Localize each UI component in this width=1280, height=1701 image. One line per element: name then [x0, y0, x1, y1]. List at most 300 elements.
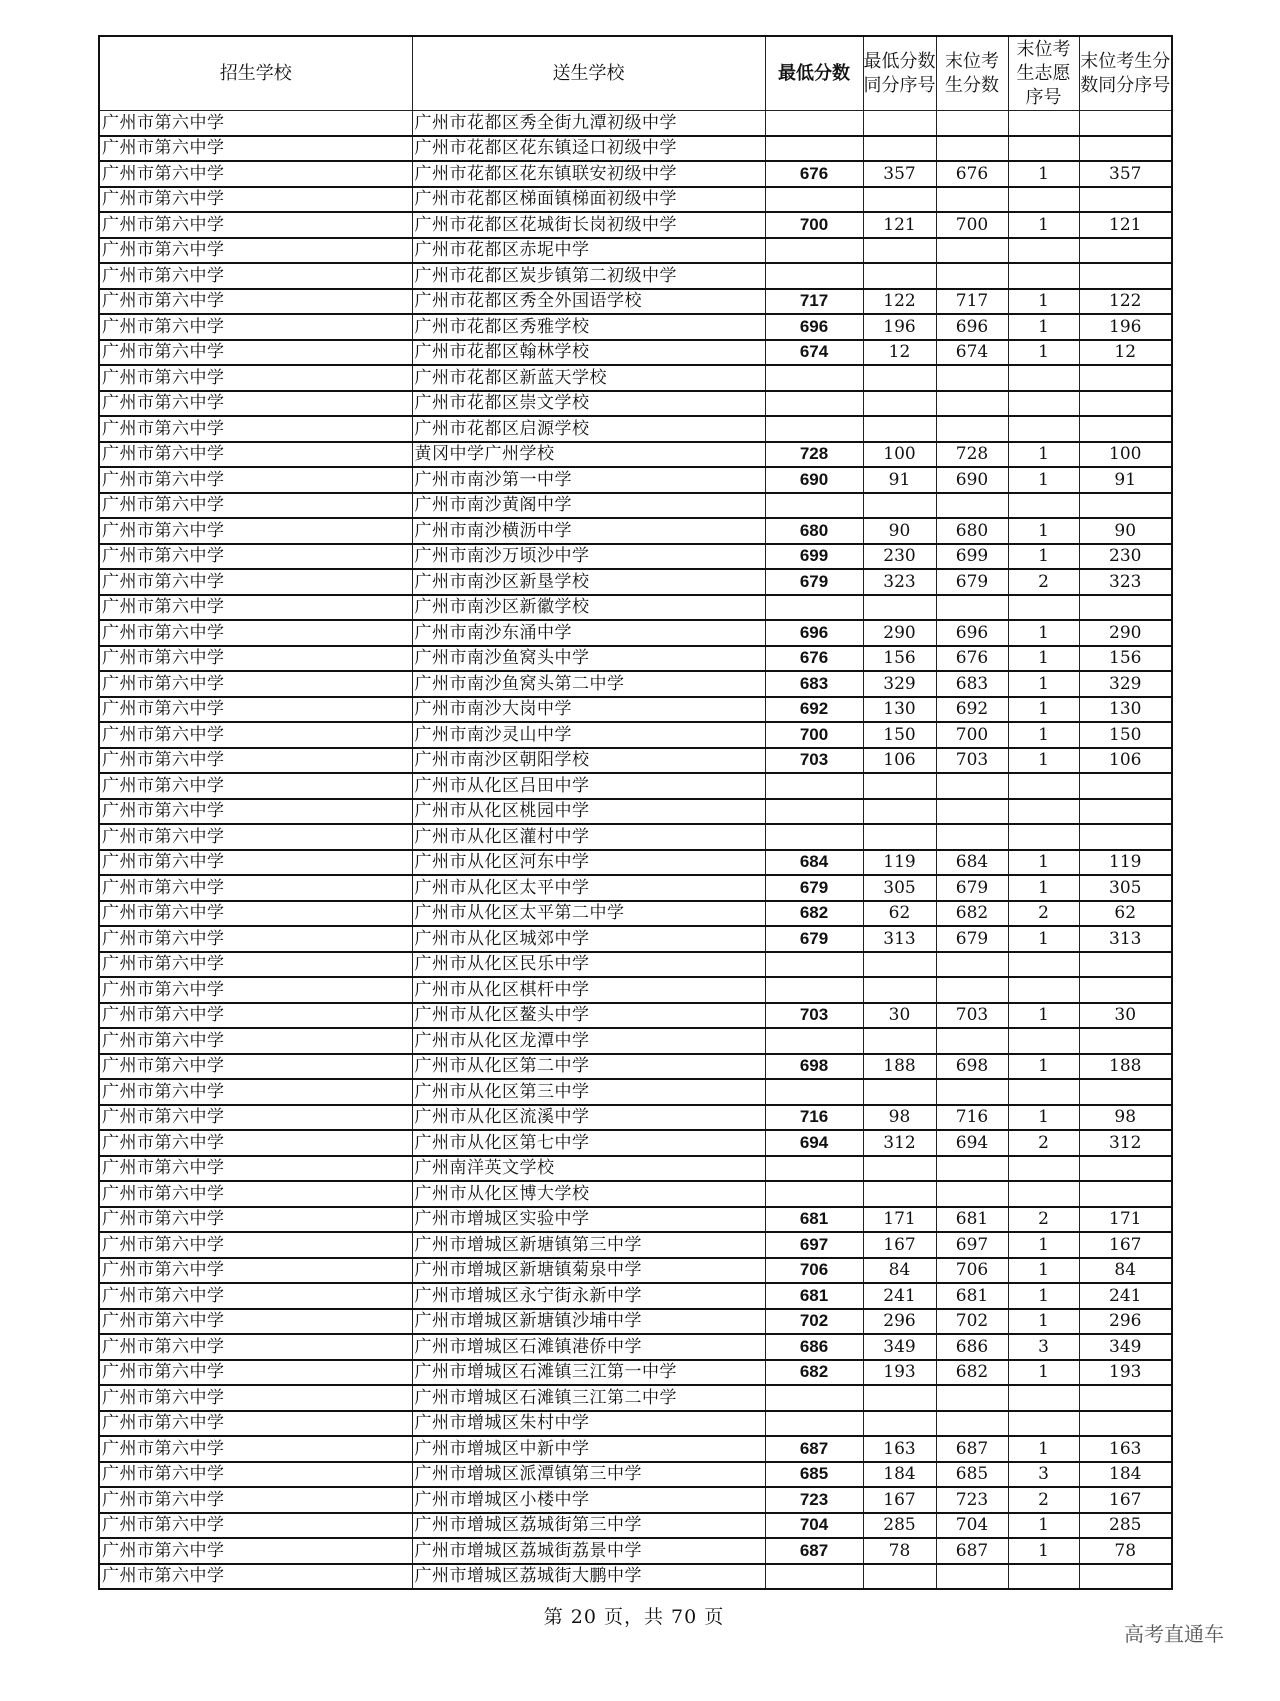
header-last-score: 末位考生分数 — [936, 36, 1008, 111]
last-choice-no-cell — [1008, 773, 1079, 799]
table-row — [99, 901, 1172, 927]
min-score-rank-cell: 285 — [863, 1513, 936, 1539]
min-score-rank-cell — [863, 187, 936, 213]
sending-school-cell: 广州市增城区派潭镇第三中学 — [412, 1462, 765, 1488]
sending-school-cell: 广州市增城区新塘镇沙埔中学 — [412, 1309, 765, 1335]
min-score-rank-cell — [863, 1411, 936, 1437]
min-score-cell: 682 — [765, 1360, 863, 1386]
recruit-school-cell: 广州市第六中学 — [99, 875, 412, 901]
last-choice-no-cell: 3 — [1008, 1334, 1079, 1360]
last-choice-no-cell: 1 — [1008, 671, 1079, 697]
sending-school-cell: 广州市增城区石滩镇三江第二中学 — [412, 1385, 765, 1411]
last-score-rank-cell: 98 — [1079, 1105, 1172, 1131]
last-choice-no-cell: 2 — [1008, 1487, 1079, 1513]
last-score-cell — [936, 263, 1008, 289]
table-row — [99, 569, 1172, 595]
last-score-cell: 716 — [936, 1105, 1008, 1131]
last-choice-no-cell: 1 — [1008, 161, 1079, 187]
min-score-rank-cell — [863, 773, 936, 799]
last-score-rank-cell: 106 — [1079, 748, 1172, 774]
recruit-school-cell: 广州市第六中学 — [99, 952, 412, 978]
sending-school-cell: 广州市增城区永宁街永新中学 — [412, 1283, 765, 1309]
header-last-choice-no: 末位考生志愿序号 — [1008, 36, 1079, 111]
table-row — [99, 1028, 1172, 1054]
sending-school-cell: 广州市南沙大岗中学 — [412, 697, 765, 723]
sending-school-cell: 广州市增城区石滩镇三江第一中学 — [412, 1360, 765, 1386]
recruit-school-cell: 广州市第六中学 — [99, 391, 412, 417]
last-choice-no-cell: 1 — [1008, 212, 1079, 238]
last-choice-no-cell: 1 — [1008, 544, 1079, 570]
table-row — [99, 1181, 1172, 1207]
min-score-cell: 698 — [765, 1054, 863, 1080]
recruit-school-cell: 广州市第六中学 — [99, 1436, 412, 1462]
min-score-rank-cell — [863, 595, 936, 621]
last-choice-no-cell — [1008, 1079, 1079, 1105]
last-score-rank-cell: 78 — [1079, 1538, 1172, 1564]
min-score-rank-cell: 305 — [863, 875, 936, 901]
min-score-cell — [765, 365, 863, 391]
sending-school-cell: 广州市花都区梯面镇梯面初级中学 — [412, 187, 765, 213]
min-score-rank-cell: 122 — [863, 289, 936, 315]
min-score-rank-cell — [863, 493, 936, 519]
last-choice-no-cell — [1008, 824, 1079, 850]
last-score-rank-cell: 30 — [1079, 1003, 1172, 1029]
last-choice-no-cell — [1008, 416, 1079, 442]
min-score-rank-cell — [863, 391, 936, 417]
table-row — [99, 263, 1172, 289]
min-score-rank-cell: 130 — [863, 697, 936, 723]
last-score-rank-cell — [1079, 136, 1172, 162]
last-score-rank-cell — [1079, 1028, 1172, 1054]
min-score-cell — [765, 977, 863, 1003]
last-choice-no-cell: 2 — [1008, 569, 1079, 595]
recruit-school-cell: 广州市第六中学 — [99, 187, 412, 213]
sending-school-cell: 广州市花都区秀全外国语学校 — [412, 289, 765, 315]
last-choice-no-cell — [1008, 1564, 1079, 1590]
min-score-rank-cell — [863, 1079, 936, 1105]
last-choice-no-cell: 1 — [1008, 1258, 1079, 1284]
min-score-rank-cell: 329 — [863, 671, 936, 697]
last-score-rank-cell: 100 — [1079, 442, 1172, 468]
min-score-rank-cell: 98 — [863, 1105, 936, 1131]
recruit-school-cell: 广州市第六中学 — [99, 1258, 412, 1284]
last-score-rank-cell — [1079, 773, 1172, 799]
table-row — [99, 442, 1172, 468]
min-score-cell: 699 — [765, 544, 863, 570]
min-score-rank-cell — [863, 824, 936, 850]
recruit-school-cell: 广州市第六中学 — [99, 595, 412, 621]
min-score-rank-cell: 323 — [863, 569, 936, 595]
min-score-cell: 703 — [765, 1003, 863, 1029]
min-score-cell: 687 — [765, 1436, 863, 1462]
min-score-cell: 692 — [765, 697, 863, 723]
min-score-cell: 679 — [765, 875, 863, 901]
last-choice-no-cell — [1008, 263, 1079, 289]
last-choice-no-cell: 1 — [1008, 646, 1079, 672]
sending-school-cell: 广州市南沙区朝阳学校 — [412, 748, 765, 774]
recruit-school-cell: 广州市第六中学 — [99, 467, 412, 493]
min-score-cell — [765, 1564, 863, 1590]
last-score-rank-cell: 122 — [1079, 289, 1172, 315]
table-row — [99, 467, 1172, 493]
recruit-school-cell: 广州市第六中学 — [99, 1513, 412, 1539]
min-score-rank-cell — [863, 416, 936, 442]
table-row — [99, 646, 1172, 672]
last-score-rank-cell: 290 — [1079, 620, 1172, 646]
last-score-rank-cell: 12 — [1079, 340, 1172, 366]
min-score-rank-cell: 90 — [863, 518, 936, 544]
table-row — [99, 952, 1172, 978]
last-score-rank-cell: 188 — [1079, 1054, 1172, 1080]
sending-school-cell: 广州市增城区荔城街第三中学 — [412, 1513, 765, 1539]
table-row — [99, 161, 1172, 187]
recruit-school-cell: 广州市第六中学 — [99, 977, 412, 1003]
min-score-cell: 702 — [765, 1309, 863, 1335]
sending-school-cell: 广州市增城区荔城街大鹏中学 — [412, 1564, 765, 1590]
recruit-school-cell: 广州市第六中学 — [99, 136, 412, 162]
min-score-rank-cell — [863, 1181, 936, 1207]
last-score-cell: 681 — [936, 1283, 1008, 1309]
header-row — [99, 36, 1172, 111]
recruit-school-cell: 广州市第六中学 — [99, 1054, 412, 1080]
last-score-cell: 687 — [936, 1436, 1008, 1462]
recruit-school-cell: 广州市第六中学 — [99, 340, 412, 366]
recruit-school-cell: 广州市第六中学 — [99, 1487, 412, 1513]
min-score-cell — [765, 391, 863, 417]
sending-school-cell: 广州市南沙鱼窝头第二中学 — [412, 671, 765, 697]
min-score-cell: 679 — [765, 926, 863, 952]
recruit-school-cell: 广州市第六中学 — [99, 1079, 412, 1105]
last-choice-no-cell: 1 — [1008, 875, 1079, 901]
min-score-cell: 676 — [765, 646, 863, 672]
min-score-rank-cell — [863, 799, 936, 825]
min-score-cell: 723 — [765, 1487, 863, 1513]
table-row — [99, 620, 1172, 646]
last-choice-no-cell: 2 — [1008, 901, 1079, 927]
page-number: 第 20 页，共 70 页 — [543, 1606, 725, 1628]
recruit-school-cell: 广州市第六中学 — [99, 1411, 412, 1437]
last-score-cell: 704 — [936, 1513, 1008, 1539]
min-score-rank-cell: 167 — [863, 1487, 936, 1513]
table-row — [99, 1513, 1172, 1539]
sending-school-cell: 广州市从化区流溪中学 — [412, 1105, 765, 1131]
min-score-cell: 681 — [765, 1207, 863, 1233]
last-score-rank-cell — [1079, 187, 1172, 213]
table-row — [99, 1564, 1172, 1590]
min-score-cell: 716 — [765, 1105, 863, 1131]
last-score-rank-cell — [1079, 1156, 1172, 1182]
table-row — [99, 824, 1172, 850]
sending-school-cell: 广州市南沙区新垦学校 — [412, 569, 765, 595]
last-score-cell: 676 — [936, 646, 1008, 672]
min-score-cell — [765, 595, 863, 621]
min-score-cell — [765, 1079, 863, 1105]
last-choice-no-cell — [1008, 1411, 1079, 1437]
header-min-score: 最低分数 — [765, 36, 863, 111]
table-row — [99, 518, 1172, 544]
last-score-rank-cell — [1079, 416, 1172, 442]
recruit-school-cell: 广州市第六中学 — [99, 569, 412, 595]
sending-school-cell: 广州市从化区第七中学 — [412, 1130, 765, 1156]
last-score-rank-cell: 296 — [1079, 1309, 1172, 1335]
last-score-cell: 683 — [936, 671, 1008, 697]
last-score-rank-cell: 167 — [1079, 1232, 1172, 1258]
admission-score-table — [98, 35, 1173, 1590]
table-row — [99, 1538, 1172, 1564]
last-choice-no-cell — [1008, 391, 1079, 417]
last-score-rank-cell: 121 — [1079, 212, 1172, 238]
sending-school-cell: 广州市增城区新塘镇菊泉中学 — [412, 1258, 765, 1284]
min-score-rank-cell: 91 — [863, 467, 936, 493]
sending-school-cell: 广州南洋英文学校 — [412, 1156, 765, 1182]
sending-school-cell: 广州市南沙黄阁中学 — [412, 493, 765, 519]
sending-school-cell: 广州市花都区启源学校 — [412, 416, 765, 442]
min-score-rank-cell: 171 — [863, 1207, 936, 1233]
last-score-rank-cell — [1079, 365, 1172, 391]
last-score-cell: 723 — [936, 1487, 1008, 1513]
min-score-cell: 686 — [765, 1334, 863, 1360]
min-score-cell — [765, 493, 863, 519]
min-score-cell: 687 — [765, 1538, 863, 1564]
sending-school-cell: 广州市南沙万顷沙中学 — [412, 544, 765, 570]
recruit-school-cell: 广州市第六中学 — [99, 1538, 412, 1564]
min-score-cell — [765, 238, 863, 264]
sending-school-cell: 广州市从化区太平中学 — [412, 875, 765, 901]
table-row — [99, 1054, 1172, 1080]
min-score-cell — [765, 1156, 863, 1182]
last-choice-no-cell: 1 — [1008, 1054, 1079, 1080]
recruit-school-cell: 广州市第六中学 — [99, 646, 412, 672]
last-score-cell — [936, 136, 1008, 162]
recruit-school-cell: 广州市第六中学 — [99, 1564, 412, 1590]
min-score-rank-cell: 357 — [863, 161, 936, 187]
header-last-score-rank: 末位考生分数同分序号 — [1079, 36, 1172, 111]
min-score-cell: 706 — [765, 1258, 863, 1284]
table-row — [99, 773, 1172, 799]
min-score-cell — [765, 1181, 863, 1207]
recruit-school-cell: 广州市第六中学 — [99, 161, 412, 187]
last-score-cell: 682 — [936, 1360, 1008, 1386]
last-score-rank-cell — [1079, 977, 1172, 1003]
min-score-cell: 696 — [765, 620, 863, 646]
recruit-school-cell: 广州市第六中学 — [99, 1028, 412, 1054]
sending-school-cell: 广州市花都区花东镇迳口初级中学 — [412, 136, 765, 162]
min-score-cell: 697 — [765, 1232, 863, 1258]
last-score-rank-cell: 241 — [1079, 1283, 1172, 1309]
last-score-cell: 694 — [936, 1130, 1008, 1156]
last-score-rank-cell: 156 — [1079, 646, 1172, 672]
last-choice-no-cell: 1 — [1008, 1360, 1079, 1386]
last-score-cell: 700 — [936, 212, 1008, 238]
last-score-rank-cell: 305 — [1079, 875, 1172, 901]
table-row — [99, 544, 1172, 570]
min-score-cell: 676 — [765, 161, 863, 187]
sending-school-cell: 广州市花都区崇文学校 — [412, 391, 765, 417]
last-score-rank-cell — [1079, 1411, 1172, 1437]
last-score-rank-cell: 323 — [1079, 569, 1172, 595]
last-score-cell: 676 — [936, 161, 1008, 187]
last-score-rank-cell: 91 — [1079, 467, 1172, 493]
last-score-rank-cell — [1079, 595, 1172, 621]
last-choice-no-cell: 1 — [1008, 697, 1079, 723]
last-choice-no-cell — [1008, 1385, 1079, 1411]
last-score-rank-cell: 150 — [1079, 722, 1172, 748]
last-score-cell: 687 — [936, 1538, 1008, 1564]
sending-school-cell: 广州市南沙鱼窝头中学 — [412, 646, 765, 672]
recruit-school-cell: 广州市第六中学 — [99, 544, 412, 570]
last-choice-no-cell: 1 — [1008, 1232, 1079, 1258]
last-score-cell — [936, 799, 1008, 825]
recruit-school-cell: 广州市第六中学 — [99, 238, 412, 264]
last-choice-no-cell — [1008, 799, 1079, 825]
last-choice-no-cell: 1 — [1008, 1003, 1079, 1029]
table-row — [99, 1462, 1172, 1488]
min-score-cell — [765, 111, 863, 136]
last-choice-no-cell: 1 — [1008, 1283, 1079, 1309]
min-score-rank-cell: 230 — [863, 544, 936, 570]
last-score-rank-cell — [1079, 1181, 1172, 1207]
last-choice-no-cell — [1008, 365, 1079, 391]
min-score-rank-cell: 193 — [863, 1360, 936, 1386]
sending-school-cell: 广州市从化区太平第二中学 — [412, 901, 765, 927]
recruit-school-cell: 广州市第六中学 — [99, 365, 412, 391]
last-score-cell: 692 — [936, 697, 1008, 723]
last-score-cell: 700 — [936, 722, 1008, 748]
sending-school-cell: 广州市南沙第一中学 — [412, 467, 765, 493]
last-choice-no-cell: 1 — [1008, 467, 1079, 493]
min-score-rank-cell — [863, 1564, 936, 1590]
last-score-rank-cell — [1079, 493, 1172, 519]
min-score-cell: 685 — [765, 1462, 863, 1488]
min-score-rank-cell: 296 — [863, 1309, 936, 1335]
sending-school-cell: 广州市从化区民乐中学 — [412, 952, 765, 978]
min-score-rank-cell: 188 — [863, 1054, 936, 1080]
last-score-rank-cell: 90 — [1079, 518, 1172, 544]
min-score-rank-cell — [863, 136, 936, 162]
last-choice-no-cell: 1 — [1008, 850, 1079, 876]
last-score-cell — [936, 1385, 1008, 1411]
min-score-cell — [765, 416, 863, 442]
last-score-cell — [936, 365, 1008, 391]
table-row — [99, 493, 1172, 519]
sending-school-cell: 广州市花都区翰林学校 — [412, 340, 765, 366]
sending-school-cell: 广州市花都区秀全街九潭初级中学 — [412, 111, 765, 136]
min-score-rank-cell: 106 — [863, 748, 936, 774]
recruit-school-cell: 广州市第六中学 — [99, 1130, 412, 1156]
table-row — [99, 875, 1172, 901]
table-row — [99, 187, 1172, 213]
last-choice-no-cell — [1008, 1156, 1079, 1182]
min-score-cell — [765, 952, 863, 978]
table-row — [99, 1283, 1172, 1309]
table-row — [99, 212, 1172, 238]
min-score-rank-cell: 156 — [863, 646, 936, 672]
min-score-cell: 681 — [765, 1283, 863, 1309]
last-choice-no-cell — [1008, 111, 1079, 136]
sending-school-cell: 广州市增城区朱村中学 — [412, 1411, 765, 1437]
min-score-rank-cell — [863, 952, 936, 978]
recruit-school-cell: 广州市第六中学 — [99, 212, 412, 238]
recruit-school-cell: 广州市第六中学 — [99, 926, 412, 952]
last-choice-no-cell — [1008, 952, 1079, 978]
recruit-school-cell: 广州市第六中学 — [99, 824, 412, 850]
table-row — [99, 1232, 1172, 1258]
table-row — [99, 1079, 1172, 1105]
table-row — [99, 365, 1172, 391]
table-row — [99, 1487, 1172, 1513]
table-row — [99, 289, 1172, 315]
recruit-school-cell: 广州市第六中学 — [99, 1462, 412, 1488]
recruit-school-cell: 广州市第六中学 — [99, 671, 412, 697]
sending-school-cell: 广州市花都区花东镇联安初级中学 — [412, 161, 765, 187]
min-score-rank-cell: 313 — [863, 926, 936, 952]
table-row — [99, 314, 1172, 340]
last-score-rank-cell: 329 — [1079, 671, 1172, 697]
last-choice-no-cell: 1 — [1008, 722, 1079, 748]
sending-school-cell: 广州市从化区博大学校 — [412, 1181, 765, 1207]
last-choice-no-cell: 1 — [1008, 1538, 1079, 1564]
min-score-rank-cell: 349 — [863, 1334, 936, 1360]
sending-school-cell: 广州市增城区荔城街荔景中学 — [412, 1538, 765, 1564]
last-choice-no-cell: 1 — [1008, 314, 1079, 340]
sending-school-cell: 广州市增城区新塘镇第三中学 — [412, 1232, 765, 1258]
last-score-cell — [936, 1564, 1008, 1590]
recruit-school-cell: 广州市第六中学 — [99, 1156, 412, 1182]
recruit-school-cell: 广州市第六中学 — [99, 1181, 412, 1207]
sending-school-cell: 广州市增城区小楼中学 — [412, 1487, 765, 1513]
min-score-rank-cell — [863, 1385, 936, 1411]
table-row — [99, 1258, 1172, 1284]
last-score-rank-cell — [1079, 1385, 1172, 1411]
table-row — [99, 136, 1172, 162]
min-score-cell: 700 — [765, 722, 863, 748]
table-row — [99, 238, 1172, 264]
sending-school-cell: 广州市南沙灵山中学 — [412, 722, 765, 748]
last-score-cell — [936, 824, 1008, 850]
min-score-cell: 679 — [765, 569, 863, 595]
last-score-rank-cell: 171 — [1079, 1207, 1172, 1233]
last-score-rank-cell: 193 — [1079, 1360, 1172, 1386]
recruit-school-cell: 广州市第六中学 — [99, 1283, 412, 1309]
recruit-school-cell: 广州市第六中学 — [99, 697, 412, 723]
last-score-rank-cell: 84 — [1079, 1258, 1172, 1284]
min-score-cell: 684 — [765, 850, 863, 876]
recruit-school-cell: 广州市第六中学 — [99, 850, 412, 876]
sending-school-cell: 广州市从化区棋杆中学 — [412, 977, 765, 1003]
table-row — [99, 1385, 1172, 1411]
last-score-cell: 681 — [936, 1207, 1008, 1233]
min-score-rank-cell — [863, 263, 936, 289]
recruit-school-cell: 广州市第六中学 — [99, 111, 412, 136]
last-score-rank-cell — [1079, 263, 1172, 289]
last-score-cell: 717 — [936, 289, 1008, 315]
last-score-cell — [936, 187, 1008, 213]
last-score-cell — [936, 111, 1008, 136]
last-choice-no-cell — [1008, 187, 1079, 213]
last-score-cell — [936, 416, 1008, 442]
min-score-cell: 703 — [765, 748, 863, 774]
watermark: 高考直通车 — [1124, 1622, 1224, 1646]
last-score-cell: 686 — [936, 1334, 1008, 1360]
sending-school-cell: 广州市从化区桃园中学 — [412, 799, 765, 825]
header-min-score-rank: 最低分数同分序号 — [863, 36, 936, 111]
recruit-school-cell: 广州市第六中学 — [99, 799, 412, 825]
last-choice-no-cell: 1 — [1008, 1436, 1079, 1462]
min-score-cell: 680 — [765, 518, 863, 544]
min-score-cell: 696 — [765, 314, 863, 340]
recruit-school-cell: 广州市第六中学 — [99, 1207, 412, 1233]
last-choice-no-cell: 1 — [1008, 518, 1079, 544]
